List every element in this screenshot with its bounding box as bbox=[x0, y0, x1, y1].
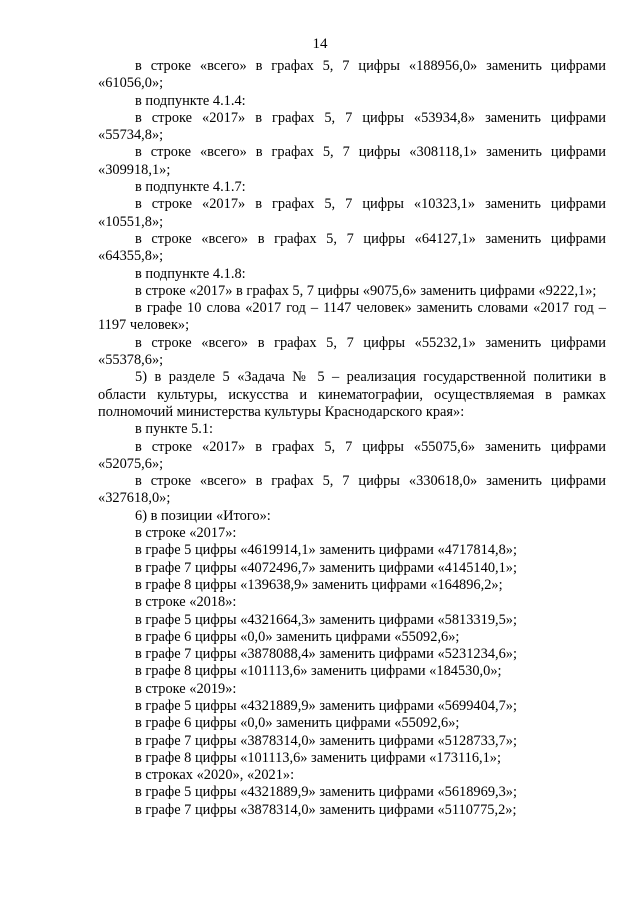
paragraph: в строке «2017» в графах 5, 7 цифры «55075,6» заменить цифрами «52075,6»; bbox=[98, 438, 606, 472]
document-body bbox=[98, 58, 606, 819]
paragraph: в графе 6 цифры «0,0» заменить цифрами «55092,6»; bbox=[135, 628, 460, 645]
paragraph: в строке «всего» в графах 5, 7 цифры «64127,1» заменить цифрами «64355,8»; bbox=[98, 230, 606, 265]
paragraph: в подпункте 4.1.4: bbox=[135, 92, 246, 109]
paragraph: в строке «2017» в графах 5, 7 цифры «53934,8» заменить цифрами «55734,8»; bbox=[98, 109, 606, 144]
paragraph: в графе 8 цифры «101113,6» заменить цифрами «173116,1»; bbox=[135, 749, 502, 766]
paragraph: в графе 5 цифры «4321664,3» заменить цифрами «5813319,5»; bbox=[135, 611, 517, 628]
paragraph: в графе 7 цифры «3878088,4» заменить цифрами «5231234,6»; bbox=[135, 646, 517, 663]
paragraph: в графе 7 цифры «4072496,7» заменить цифрами «4145140,1»; bbox=[135, 559, 517, 576]
paragraph: в строке «всего» в графах 5, 7 цифры «55232,1» заменить цифрами «55378,6»; bbox=[98, 334, 606, 369]
paragraph: в подпункте 4.1.8: bbox=[135, 265, 246, 282]
paragraph: в пункте 5.1: bbox=[135, 421, 214, 438]
paragraph: в графе 8 цифры «101113,6» заменить цифрами «184530,0»; bbox=[135, 663, 502, 680]
paragraph: в графе 5 цифры «4619914,1» заменить цифрами «4717814,8»; bbox=[135, 542, 517, 559]
paragraph: 6) в позиции «Итого»: bbox=[135, 507, 271, 524]
page-number: 14 bbox=[312, 36, 328, 52]
paragraph: в строке «всего» в графах 5, 7 цифры «330618,0» заменить цифрами «327618,0»; bbox=[98, 473, 606, 507]
paragraph: в строке «всего» в графах 5, 7 цифры «188956,0» заменить цифрами «61056,0»; bbox=[98, 58, 606, 92]
paragraph: в строке «2018»: bbox=[135, 594, 237, 611]
paragraph: в графе 8 цифры «139638,9» заменить цифрами «164896,2»; bbox=[135, 576, 503, 593]
paragraph: в строке «всего» в графах 5, 7 цифры «308118,1» заменить цифрами «309918,1»; bbox=[98, 144, 606, 178]
paragraph: в строках «2020», «2021»: bbox=[135, 767, 295, 784]
paragraph: в графе 5 цифры «4321889,9» заменить цифрами «5618969,3»; bbox=[135, 784, 517, 801]
paragraph: в графе 10 слова «2017 год – 1147 человек» заменить словами «2017 год – 1197 человек»; bbox=[98, 300, 606, 334]
paragraph: в строке «2017» в графах 5, 7 цифры «10323,1» заменить цифрами «10551,8»; bbox=[98, 196, 606, 230]
paragraph: в подпункте 4.1.7: bbox=[135, 179, 246, 196]
paragraph: 5) в разделе 5 «Задача № 5 – реализация государственной политики в области культуры, искусства и кинематографии, осуществляемая в рамках полномочий министерства культуры Краснодарского края»: bbox=[98, 369, 606, 420]
paragraph: в графе 5 цифры «4321889,9» заменить цифрами «5699404,7»; bbox=[135, 697, 517, 714]
paragraph: в графе 7 цифры «3878314,0» заменить цифрами «5128733,7»; bbox=[135, 732, 517, 749]
paragraph: в графе 6 цифры «0,0» заменить цифрами «55092,6»; bbox=[135, 715, 460, 732]
paragraph: в строке «2019»: bbox=[135, 680, 237, 697]
paragraph: в графе 7 цифры «3878314,0» заменить цифрами «5110775,2»; bbox=[135, 801, 517, 818]
paragraph: в строке «2017»: bbox=[135, 525, 237, 542]
paragraph: в строке «2017» в графах 5, 7 цифры «9075,6» заменить цифрами «9222,1»; bbox=[135, 282, 597, 299]
